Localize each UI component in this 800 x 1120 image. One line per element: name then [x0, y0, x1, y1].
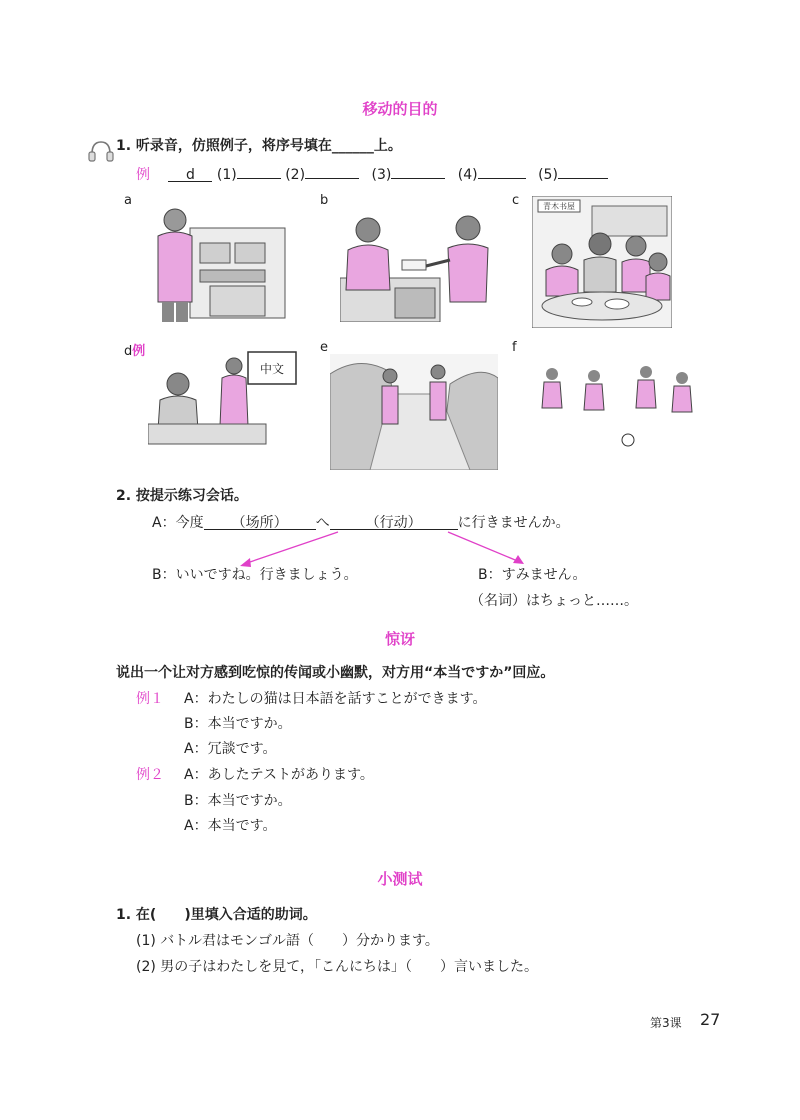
footer-lesson: 第3课 [650, 1016, 682, 1030]
picture-d-label: d例 [124, 344, 146, 359]
example-1-line-3: A：冗談です。 [184, 741, 277, 757]
dialogue-b-decline-2: （名词）はちょっと……。 [470, 593, 638, 609]
example-2-line-3: A：本当です。 [184, 818, 277, 834]
section-title-surprise: 惊讶 [384, 630, 415, 648]
example-answer: d [168, 166, 212, 182]
blank-2[interactable] [305, 163, 359, 179]
action-blank[interactable]: （行动） [330, 514, 458, 530]
section-title-quiz: 小测试 [377, 870, 423, 888]
picture-e-walk [330, 354, 498, 470]
dialogue-b-decline: B：すみません。 [478, 567, 587, 583]
picture-f-soccer [536, 362, 704, 450]
blank-1[interactable] [237, 163, 281, 179]
quiz-instruction: 1. 在( )里填入合适的助词。 [116, 907, 317, 923]
picture-b-counter [340, 198, 500, 322]
surprise-instruction: 说出一个让对方感到吃惊的传闻或小幽默，对方用“本当ですか”回应。 [116, 665, 555, 681]
picture-d-classroom [148, 348, 300, 446]
quiz-question-2: (2) 男の子はわたしを見て，「こんにちは」（ ）言いました。 [136, 959, 538, 975]
picture-f-label: f [512, 340, 517, 355]
picture-e-label: e [320, 340, 328, 355]
picture-c-sign: 青木书屋 [543, 202, 575, 211]
quiz-question-1: (1) バトル君はモンゴル語（ ）分かります。 [136, 933, 439, 949]
picture-c-dinner [532, 196, 672, 328]
exercise-1-instruction: 1. 听录音，仿照例子，将序号填在______上。 [116, 138, 402, 154]
section-title-travel-purpose: 移动的目的 [362, 100, 438, 118]
blank-3[interactable] [391, 163, 445, 179]
picture-a-label: a [124, 193, 132, 208]
exercise-2-instruction: 2. 按提示练习会话。 [116, 488, 248, 504]
example-2-marker: 例２ [136, 767, 164, 783]
picture-a-shopping [140, 198, 290, 322]
particle-he: へ [315, 515, 330, 531]
picture-d-board-text: 中文 [259, 362, 285, 376]
blank-2-label: (2) [285, 167, 306, 183]
example-1-marker: 例１ [136, 691, 164, 707]
example-2-line-1: A：あしたテストがあります。 [184, 767, 374, 783]
example-2-line-2: B：本当ですか。 [184, 793, 292, 809]
example-1-line-1: A：わたしの猫は日本語を話すことができます。 [184, 691, 487, 707]
blank-4[interactable] [478, 163, 526, 179]
picture-c-label: c [512, 193, 520, 208]
page-number: 27 [700, 1010, 721, 1029]
dialogue-b-accept: B：いいですね。行きましょう。 [152, 567, 358, 583]
blank-5[interactable] [558, 163, 608, 179]
picture-d-example-marker: 例 [132, 344, 146, 359]
dialogue-a-prefix: A：今度 [152, 515, 204, 531]
blank-5-label: (5) [538, 167, 558, 183]
blank-4-label: (4) [457, 167, 478, 183]
example-marker: 例 [136, 167, 150, 183]
example-1-line-2: B：本当ですか。 [184, 716, 292, 732]
blank-3-label: (3) [371, 167, 392, 183]
place-blank[interactable]: （场所） [204, 514, 316, 530]
dialogue-a-suffix: に行きませんか。 [457, 515, 570, 531]
blank-1-label: (1) [216, 167, 237, 183]
picture-b-label: b [320, 193, 329, 208]
headphones-icon [86, 136, 116, 166]
answer-blanks-row [136, 163, 608, 184]
